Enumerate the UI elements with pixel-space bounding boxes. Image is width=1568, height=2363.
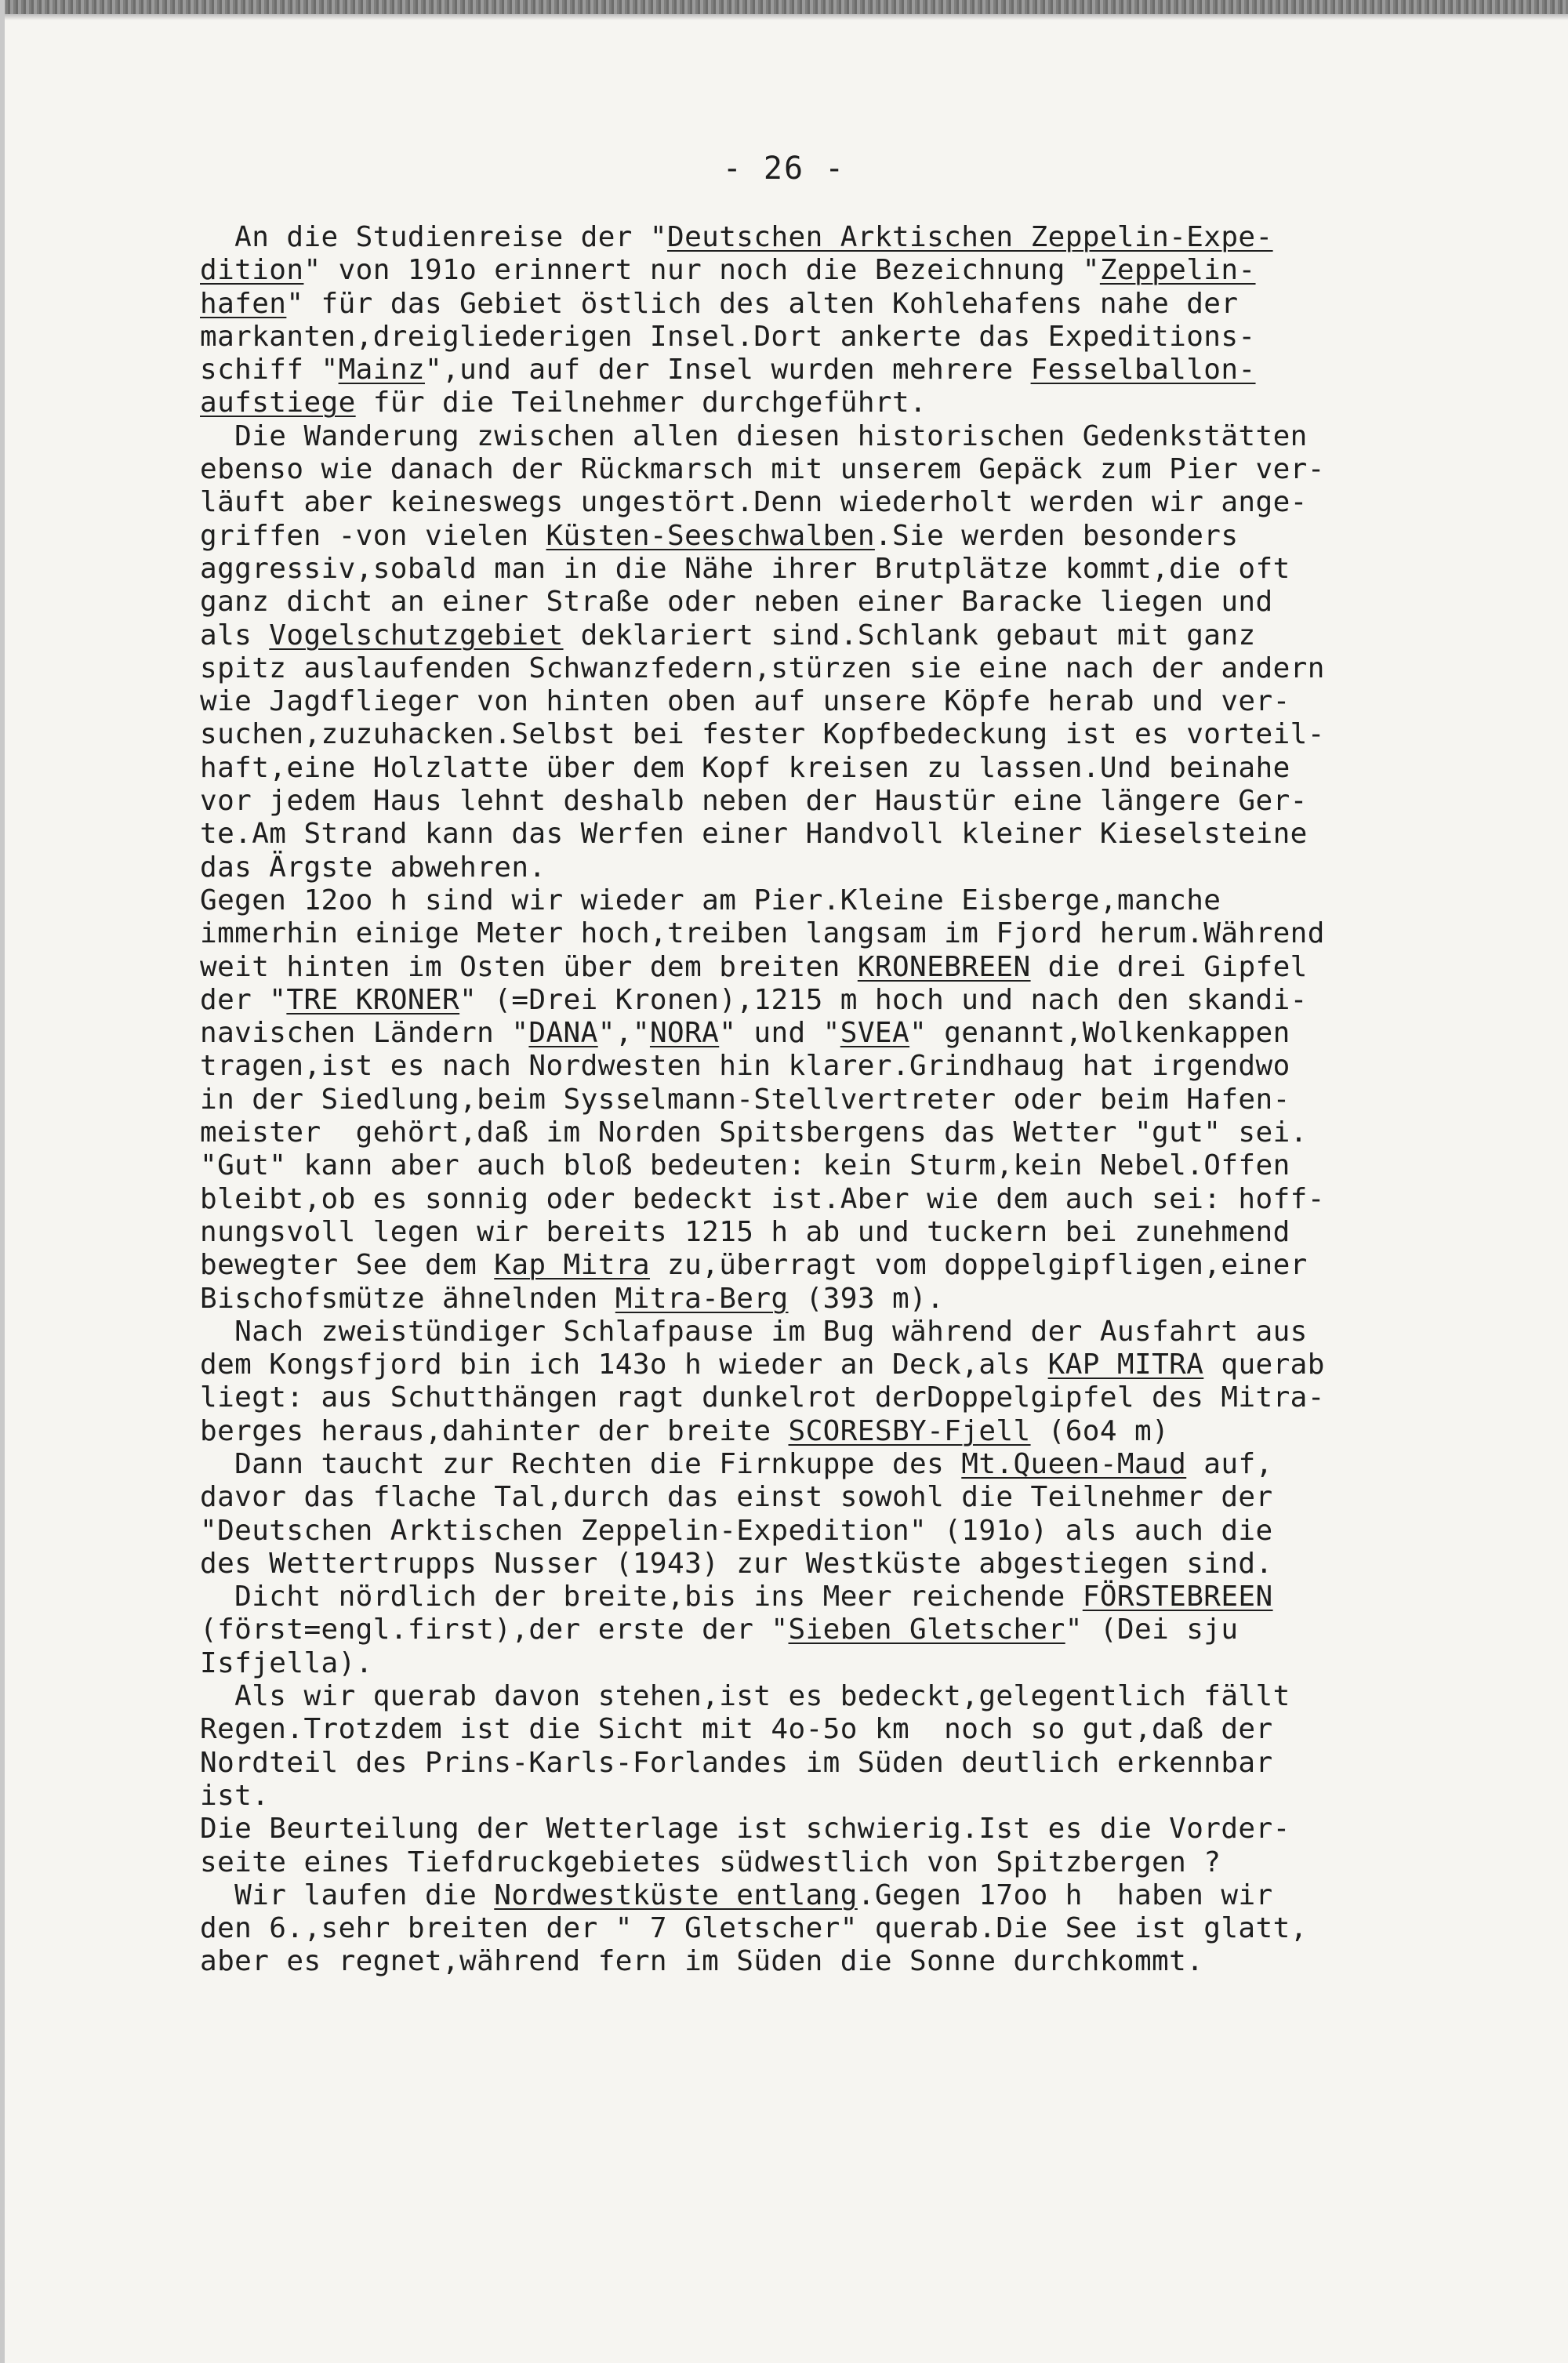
text-run: " genannt,Wolkenkappen (909, 1017, 1290, 1050)
text-line (200, 586, 1564, 619)
text-run: Gegen 12oo h sind wir wieder am Pier.Kleine Eisberge,manche (200, 884, 1221, 917)
page-number: - 26 - (722, 151, 846, 187)
text-line (200, 1448, 1564, 1481)
text-line (200, 1581, 1564, 1613)
text-line (200, 553, 1564, 586)
text-line (200, 1381, 1564, 1414)
text-run: weit hinten im Osten über dem breiten (200, 950, 858, 983)
underlined-term: Deutschen Arktischen Zeppelin-Expe- (667, 221, 1273, 253)
text-run: vor jedem Haus lehnt deshalb neben der Haustür eine längere Ger- (200, 785, 1308, 818)
text-line (200, 1879, 1564, 1912)
text-line (200, 1846, 1564, 1879)
underlined-term: SCORESBY-Fjell (788, 1414, 1031, 1447)
text-run: te.Am Strand kann das Werfen einer Handvoll kleiner Kieselsteine (200, 818, 1308, 851)
text-line (200, 1283, 1564, 1316)
text-run: in der Siedlung,beim Sysselmann-Stellvertreter oder beim Hafen- (200, 1083, 1290, 1116)
text-line (200, 619, 1564, 652)
text-line (200, 1813, 1564, 1846)
text-run: ",und auf der Insel wurden mehrere (424, 354, 1031, 387)
text-line (200, 1481, 1564, 1514)
text-run: bewegter See dem (200, 1249, 495, 1282)
text-line (200, 884, 1564, 917)
text-run: für die Teilnehmer durchgeführt. (355, 387, 927, 419)
text-run: haft,eine Holzlatte über dem Kopf kreisen zu lassen.Und beinahe (200, 751, 1290, 784)
text-line (200, 520, 1564, 553)
underlined-term: hafen (200, 287, 287, 320)
body-text (200, 221, 1564, 1979)
text-run: bleibt,ob es sonnig oder bedeckt ist.Aber wie dem auch sei: hoff- (200, 1182, 1325, 1215)
text-line (200, 1647, 1564, 1680)
underlined-term: DANA (528, 1017, 598, 1050)
text-run: seite eines Tiefdruckgebietes südwestlich von Spitzbergen ? (200, 1846, 1221, 1878)
text-line (200, 354, 1564, 387)
text-run: Isfjella). (200, 1646, 373, 1679)
text-run: Nordteil des Prins-Karls-Forlandes im Süden deutlich erkennbar (200, 1746, 1273, 1779)
underlined-term: dition (200, 254, 304, 287)
text-line (200, 1183, 1564, 1216)
text-run: nungsvoll legen wir bereits 1215 h ab und tuckern bei zunehmend (200, 1215, 1290, 1248)
text-run: deklariert sind.Schlank gebaut mit ganz (563, 619, 1256, 652)
text-run: Dann taucht zur Rechten die Firnkuppe des (200, 1447, 962, 1480)
text-line (200, 420, 1564, 453)
text-run: "Gut" kann aber auch bloß bedeuten: kein Sturm,kein Nebel.Offen (200, 1149, 1290, 1182)
scan-top-shadow (0, 14, 1568, 20)
text-run: aggressiv,sobald man in die Nähe ihrer Brutplätze kommt,die oft (200, 552, 1290, 585)
text-line (200, 685, 1564, 718)
text-run: des Wettertrupps Nusser (1943) zur Westküste abgestiegen sind. (200, 1547, 1273, 1580)
text-run: als (200, 619, 270, 652)
text-line (200, 1713, 1564, 1746)
underlined-term: Vogelschutzgebiet (269, 619, 564, 652)
text-line (200, 1515, 1564, 1548)
text-run: ist. (200, 1779, 270, 1812)
text-line (200, 254, 1564, 287)
text-run: berges heraus,dahinter der breite (200, 1414, 789, 1447)
text-line (200, 221, 1564, 254)
scan-top-edge (0, 0, 1568, 14)
text-run: (6o4 m) (1030, 1414, 1170, 1447)
text-run: Nach zweistündiger Schlafpause im Bug während der Ausfahrt aus (200, 1315, 1308, 1348)
text-run: querab (1203, 1348, 1325, 1381)
text-run: " (Dei sju (1065, 1613, 1239, 1646)
text-line (200, 321, 1564, 354)
text-run: ebenso wie danach der Rückmarsch mit unserem Gepäck zum Pier ver- (200, 453, 1325, 486)
text-line (200, 851, 1564, 884)
text-line (200, 1249, 1564, 1282)
text-line (200, 453, 1564, 486)
underlined-term: Mainz (338, 354, 425, 387)
text-run: Regen.Trotzdem ist die Sicht mit 4o-5o km noch so gut,daß der (200, 1713, 1273, 1746)
text-line (200, 1216, 1564, 1249)
text-run: " und " (719, 1017, 840, 1050)
text-run: griffen -von vielen (200, 519, 546, 552)
text-run: dem Kongsfjord bin ich 143o h wieder an Deck,als (200, 1348, 1048, 1381)
text-run: Bischofsmütze ähnelnden (200, 1282, 615, 1315)
text-line (200, 1548, 1564, 1581)
text-run: Als wir querab davon stehen,ist es bedeckt,gelegentlich fällt (200, 1680, 1290, 1713)
text-line (200, 1613, 1564, 1646)
text-run: die drei Gipfel (1030, 950, 1308, 983)
underlined-term: Fesselballon- (1030, 354, 1256, 387)
text-run: " (=Drei Kronen),1215 m hoch und nach den skandi- (459, 983, 1308, 1016)
underlined-term: Nordwestküste entlang (494, 1878, 858, 1911)
text-run: ganz dicht an einer Straße oder neben einer Baracke liegen und (200, 586, 1273, 619)
text-line (200, 951, 1564, 984)
text-run: " für das Gebiet östlich des alten Kohlehafens nahe der (286, 287, 1239, 320)
text-run: Die Wanderung zwischen allen diesen historischen Gedenkstätten (200, 419, 1308, 452)
text-run: wie Jagdflieger von hinten oben auf unsere Köpfe herab und ver- (200, 685, 1290, 718)
text-run: der " (200, 983, 287, 1016)
text-run: " von 191o erinnert nur noch die Bezeichnung " (303, 254, 1100, 287)
text-run: navischen Ländern " (200, 1017, 529, 1050)
text-line (200, 785, 1564, 818)
text-line (200, 1149, 1564, 1182)
text-run: immerhin einige Meter hoch,treiben langsam im Fjord herum.Während (200, 917, 1325, 950)
text-line (200, 387, 1564, 419)
text-line (200, 818, 1564, 851)
text-run: (393 m). (788, 1282, 945, 1315)
underlined-term: NORA (649, 1017, 720, 1050)
text-run: liegt: aus Schutthängen ragt dunkelrot derDoppelgipfel des Mitra- (200, 1381, 1325, 1414)
text-line (200, 718, 1564, 751)
text-run: meister gehört,daß im Norden Spitsbergens das Wetter "gut" sei. (200, 1116, 1308, 1149)
text-run: Wir laufen die (200, 1878, 495, 1911)
text-run: "," (597, 1017, 650, 1050)
text-run: läuft aber keineswegs ungestört.Denn wiederholt werden wir ange- (200, 486, 1308, 519)
underlined-term: SVEA (840, 1017, 910, 1050)
text-run: .Sie werden besonders (874, 519, 1239, 552)
text-line (200, 917, 1564, 950)
text-line (200, 1316, 1564, 1348)
underlined-term: TRE KRONER (286, 983, 460, 1016)
text-line (200, 1017, 1564, 1050)
text-line (200, 1912, 1564, 1945)
underlined-term: Zeppelin- (1099, 254, 1256, 287)
underlined-term: KAP MITRA (1047, 1348, 1204, 1381)
text-run: das Ärgste abwehren. (200, 851, 546, 884)
text-line (200, 1116, 1564, 1149)
text-run: davor das flache Tal,durch das einst sowohl die Teilnehmer der (200, 1481, 1273, 1514)
text-line (200, 1780, 1564, 1813)
text-run: aber es regnet,während fern im Süden die Sonne durchkommt. (200, 1945, 1204, 1978)
text-line (200, 984, 1564, 1017)
text-run: markanten,dreigliederigen Insel.Dort ankerte das Expeditions- (200, 320, 1256, 353)
text-line (200, 288, 1564, 321)
text-run: Die Beurteilung der Wetterlage ist schwierig.Ist es die Vorder- (200, 1813, 1290, 1846)
text-line (200, 1083, 1564, 1116)
underlined-term: Kap Mitra (494, 1249, 650, 1282)
text-run: auf, (1186, 1447, 1273, 1480)
text-run: .Gegen 17oo h haben wir (857, 1878, 1273, 1911)
text-run: Dicht nördlich der breite,bis ins Meer reichende (200, 1581, 1083, 1613)
underlined-term: Küsten-Seeschwalben (546, 519, 875, 552)
underlined-term: Mt.Queen-Maud (961, 1447, 1187, 1480)
text-run: zu,überragt vom doppelgipfligen,einer (649, 1249, 1308, 1282)
text-run: An die Studienreise der " (200, 221, 667, 253)
underlined-term: KRONEBREEN (857, 950, 1031, 983)
text-line (200, 752, 1564, 785)
text-line (200, 652, 1564, 685)
scan-left-edge (0, 0, 5, 2363)
text-run: (först=engl.first),der erste der " (200, 1613, 789, 1646)
text-run: schiff " (200, 354, 339, 387)
text-line (200, 1415, 1564, 1448)
text-line (200, 1050, 1564, 1083)
text-run: tragen,ist es nach Nordwesten hin klarer.Grindhaug hat irgendwo (200, 1050, 1290, 1083)
text-run: "Deutschen Arktischen Zeppelin-Expedition" (191o) als auch die (200, 1514, 1273, 1547)
underlined-term: aufstiege (200, 387, 356, 419)
text-run: suchen,zuzuhacken.Selbst bei fester Kopfbedeckung ist es vorteil- (200, 718, 1325, 751)
underlined-term: FÖRSTEBREEN (1082, 1581, 1273, 1613)
text-run: den 6.,sehr breiten der " 7 Gletscher" querab.Die See ist glatt, (200, 1912, 1308, 1945)
text-line (200, 1348, 1564, 1381)
text-run: spitz auslaufenden Schwanzfedern,stürzen sie eine nach der andern (200, 652, 1325, 684)
underlined-term: Sieben Gletscher (788, 1613, 1065, 1646)
text-line (200, 1680, 1564, 1713)
text-line (200, 1945, 1564, 1978)
underlined-term: Mitra-Berg (615, 1282, 789, 1315)
text-line (200, 486, 1564, 519)
text-line (200, 1747, 1564, 1780)
